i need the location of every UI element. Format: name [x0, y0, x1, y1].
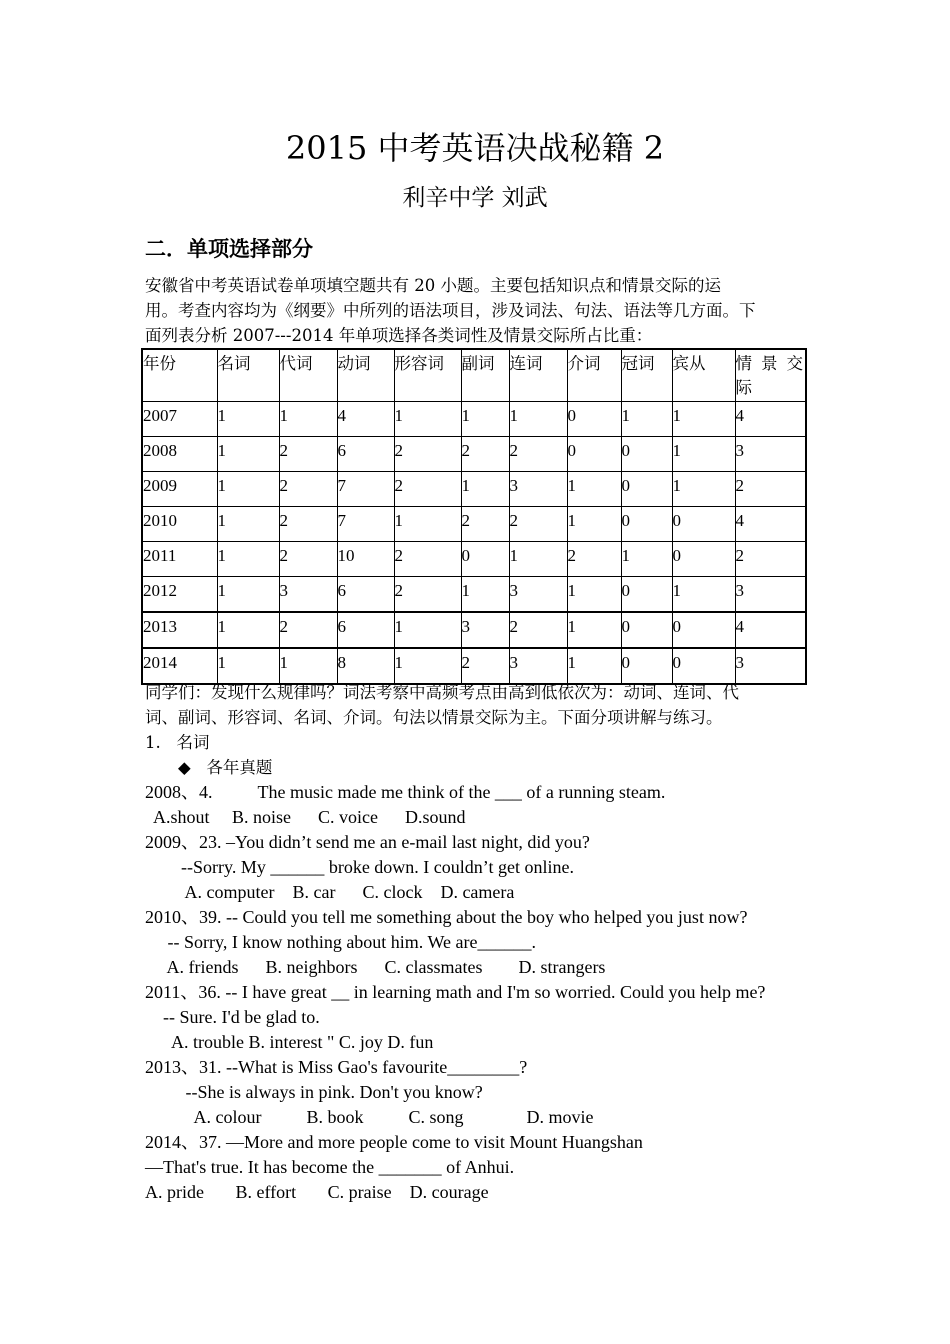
value-cell: 6 [337, 577, 394, 613]
value-cell: 1 [672, 437, 735, 472]
value-cell: 4 [735, 507, 806, 542]
table-header-cell: 名词 [217, 349, 279, 402]
value-cell: 0 [567, 437, 621, 472]
question-line: 2010、39. -- Could you tell me something about the boy who helped you just now? [145, 907, 748, 927]
value-cell: 2 [394, 542, 461, 577]
value-cell: 2 [461, 507, 509, 542]
value-cell: 1 [394, 648, 461, 684]
value-cell: 7 [337, 507, 394, 542]
intro-paragraph [145, 273, 807, 348]
value-cell: 1 [621, 542, 672, 577]
value-cell: 0 [621, 648, 672, 684]
value-cell: 4 [735, 612, 806, 648]
year-cell: 2009 [142, 472, 217, 507]
question-line: A. trouble B. interest " C. joy D. fun [145, 1032, 434, 1052]
value-cell: 1 [672, 577, 735, 613]
value-cell: 1 [672, 472, 735, 507]
year-cell: 2013 [142, 612, 217, 648]
table-header-cell: 情 景 交际 [735, 349, 806, 402]
table-header-cell: 连词 [509, 349, 567, 402]
value-cell: 1 [279, 648, 337, 684]
intro-line: 用。考查内容均为《纲要》中所列的语法项目，涉及词法、句法、语法等几方面。下 [145, 301, 756, 320]
table-row [142, 577, 806, 613]
summary-line: 词、副词、形容词、名词、介词。句法以情景交际为主。下面分项讲解与练习。 [145, 708, 723, 727]
value-cell: 0 [621, 472, 672, 507]
question-line: 2011、36. -- I have great __ in learning math and I'm so worried. Could you help me? [145, 982, 766, 1002]
value-cell: 1 [217, 612, 279, 648]
value-cell: 2 [735, 472, 806, 507]
value-cell: 1 [394, 402, 461, 437]
value-cell: 1 [461, 577, 509, 613]
question-line: 2014、37. —More and more people come to visit Mount Huangshan [145, 1132, 643, 1152]
value-cell: 0 [621, 437, 672, 472]
table-row [142, 648, 806, 684]
section-heading: 二．单项选择部分 [145, 237, 313, 261]
table-header-cell: 冠词 [621, 349, 672, 402]
value-cell: 0 [672, 648, 735, 684]
table-header-cell: 代词 [279, 349, 337, 402]
value-cell: 6 [337, 437, 394, 472]
value-cell: 2 [279, 507, 337, 542]
question-line: 2013、31. --What is Miss Gao's favourite________? [145, 1057, 528, 1077]
value-cell: 0 [621, 507, 672, 542]
question-line: --She is always in pink. Don't you know? [145, 1082, 483, 1102]
table-header-cell: 形容词 [394, 349, 461, 402]
value-cell: 2 [509, 507, 567, 542]
table-row [142, 402, 806, 437]
value-cell: 1 [461, 402, 509, 437]
value-cell: 1 [509, 542, 567, 577]
value-cell: 1 [567, 577, 621, 613]
author-line: 利辛中学 刘武 [402, 185, 548, 211]
table-header-cell: 动词 [337, 349, 394, 402]
value-cell: 2 [279, 472, 337, 507]
value-cell: 0 [567, 402, 621, 437]
value-cell: 0 [621, 577, 672, 613]
value-cell: 1 [567, 612, 621, 648]
value-cell: 0 [621, 612, 672, 648]
value-cell: 1 [394, 612, 461, 648]
value-cell: 3 [509, 577, 567, 613]
value-cell: 1 [461, 472, 509, 507]
question-line: A.shout B. noise C. voice D.sound [145, 807, 466, 827]
value-cell: 3 [279, 577, 337, 613]
value-cell: 8 [337, 648, 394, 684]
value-cell: 1 [509, 402, 567, 437]
question-line: --Sorry. My ______ broke down. I couldn’t get online. [145, 857, 574, 877]
value-cell: 2 [279, 612, 337, 648]
question-line: -- Sure. I'd be glad to. [145, 1007, 320, 1027]
table-header-cell: 宾从 [672, 349, 735, 402]
value-cell: 3 [735, 437, 806, 472]
value-cell: 3 [509, 648, 567, 684]
year-cell: 2008 [142, 437, 217, 472]
document-title: 2015 中考英语决战秘籍 2 [285, 129, 665, 167]
value-cell: 1 [217, 542, 279, 577]
question-line: A. computer B. car C. clock D. camera [145, 882, 515, 902]
question-line: A. pride B. effort C. praise D. courage [145, 1182, 489, 1202]
value-cell: 1 [672, 402, 735, 437]
value-cell: 1 [621, 402, 672, 437]
value-cell: 1 [217, 437, 279, 472]
value-cell: 2 [279, 437, 337, 472]
value-cell: 2 [509, 612, 567, 648]
value-cell: 1 [217, 472, 279, 507]
past-exams-bullet: ◆ 各年真题 [178, 758, 273, 777]
question-line: A. colour B. book C. song D. movie [145, 1107, 594, 1127]
value-cell: 1 [279, 402, 337, 437]
value-cell: 1 [567, 507, 621, 542]
list-item-nouns: 1. 名词 [145, 733, 210, 752]
table-row [142, 612, 806, 648]
value-cell: 4 [735, 402, 806, 437]
value-cell: 1 [567, 648, 621, 684]
value-cell: 0 [672, 612, 735, 648]
value-cell: 2 [509, 437, 567, 472]
year-cell: 2011 [142, 542, 217, 577]
value-cell: 1 [394, 507, 461, 542]
table-header-cell: 副词 [461, 349, 509, 402]
table-row [142, 542, 806, 577]
question-line: —That's true. It has become the _______ of Anhui. [145, 1157, 515, 1177]
value-cell: 1 [567, 472, 621, 507]
value-cell: 2 [735, 542, 806, 577]
question-line: A. friends B. neighbors C. classmates D. strangers [145, 957, 606, 977]
table-header-cell: 年份 [142, 349, 217, 402]
value-cell: 4 [337, 402, 394, 437]
value-cell: 0 [672, 507, 735, 542]
value-cell: 2 [461, 648, 509, 684]
value-cell: 2 [461, 437, 509, 472]
summary-line: 同学们：发现什么规律吗？词法考察中高频考点由高到低依次为：动词、连词、代 [145, 683, 739, 702]
value-cell: 1 [217, 402, 279, 437]
year-cell: 2014 [142, 648, 217, 684]
question-line: 2008、4. The music made me think of the ___ of a running steam. [145, 782, 666, 802]
value-cell: 2 [394, 437, 461, 472]
year-cell: 2012 [142, 577, 217, 613]
year-cell: 2007 [142, 402, 217, 437]
intro-line: 面列表分析 2007---2014 年单项选择各类词性及情景交际所占比重： [145, 326, 653, 345]
value-cell: 3 [735, 648, 806, 684]
value-cell: 3 [735, 577, 806, 613]
value-cell: 2 [279, 542, 337, 577]
table-header-row [142, 349, 806, 402]
question-line: -- Sorry, I know nothing about him. We are______. [145, 932, 536, 952]
value-cell: 0 [672, 542, 735, 577]
value-cell: 7 [337, 472, 394, 507]
value-cell: 1 [217, 507, 279, 542]
value-cell: 3 [461, 612, 509, 648]
intro-line: 安徽省中考英语试卷单项填空题共有 20 小题。主要包括知识点和情景交际的运 [145, 276, 721, 295]
table-row [142, 472, 806, 507]
table-row [142, 437, 806, 472]
value-cell: 6 [337, 612, 394, 648]
value-cell: 0 [461, 542, 509, 577]
value-cell: 2 [567, 542, 621, 577]
value-cell: 1 [217, 577, 279, 613]
table-row [142, 507, 806, 542]
table-header-cell: 介词 [567, 349, 621, 402]
question-line: 2009、23. –You didn’t send me an e-mail last night, did you? [145, 832, 590, 852]
statistics-table [141, 348, 807, 685]
value-cell: 10 [337, 542, 394, 577]
summary-paragraph [145, 680, 807, 730]
value-cell: 2 [394, 472, 461, 507]
year-cell: 2010 [142, 507, 217, 542]
value-cell: 3 [509, 472, 567, 507]
value-cell: 2 [394, 577, 461, 613]
value-cell: 1 [217, 648, 279, 684]
